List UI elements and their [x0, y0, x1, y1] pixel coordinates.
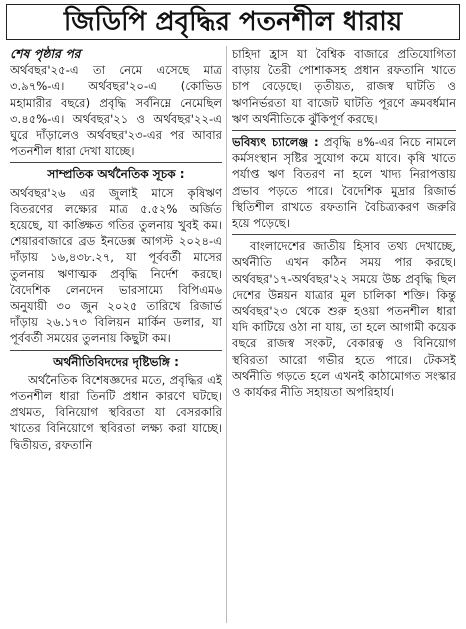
- right-column: [232, 46, 456, 625]
- subhead-recent-indicators: সাম্প্রতিক অর্থনৈতিক সূচক :: [47, 167, 185, 182]
- left-paragraph-1: অর্থবছর'২৫-এ তা নেমে এসেছে মাত্র ৩.৯৭%-এ। অর্থবছর'২০-এ (কোভিড মহামারীর বছরে) প্রবৃদ্ধি সর্বনিম্নে নেমেছিল ৩.৪৫%-এ। অর্থবছর'২১ ও অর্থবছর'২২-এ ঘুরে দাঁড়ালেও অর্থবছর'২৩-এর পর আবার পতনশীল ধারা দেখা যাচ্ছে।: [10, 63, 222, 159]
- section-rule: [232, 234, 456, 235]
- column-divider: [226, 46, 227, 623]
- continued-from-label: শেষ পৃষ্ঠার পর: [10, 46, 81, 61]
- headline: জিডিপি প্রবৃদ্ধির পতনশীল ধারায়: [6, 4, 460, 40]
- right-paragraph-2-text: প্রবৃদ্ধি ৪%-এর নিচে নামলে কর্মসংস্থান সৃষ্টির সুযোগ কমে যাবে। কৃষি খাতে পর্যাপ্ত ঋণ বিতরণ না হলে খাদ্য নিরাপত্তায় প্রভাব পড়তে পারে। বৈদেশিক মুদ্রার রিজার্ভ স্থিতিশীল রাখতে রফতানি বৈচিত্র্যকরণ জরুরি হয়ে পড়েছে।: [232, 135, 456, 231]
- subhead-future-challenge: ভবিষ্যৎ চ্যালেঞ্জ :: [232, 135, 319, 150]
- right-paragraph-1: চাহিদা হ্রাস যা বৈশ্বিক বাজারে প্রতিযোগিতা বাড়ায় তৈরী পোশাকসহ প্রধান রফতানি খাতে চাপ বেড়েছে। তৃতীয়ত, রাজস্ব ঘাটতি ও ঋণনির্ভরতা যা বাজেট ঘাটতি পূরণে ক্রমবর্ধমান ঋণ অর্থনীতিকে ঝুঁকিপূর্ণ করছে।: [232, 47, 456, 126]
- right-paragraph-2: [232, 134, 456, 231]
- right-paragraph-3: বাংলাদেশের জাতীয় হিসাব তথ্য দেখাচ্ছে, অর্থনীতি এখন কঠিন সময় পার করছে। অর্থবছর'১৭-অর্থবছর'২২ সময়ে উচ্চ প্রবৃদ্ধি ছিল দেশের উন্নয়ন যাত্রার মূল চালিকা শক্তি। কিন্তু অর্থবছর'২৩ থেকে শুরু হওয়া পতনশীল ধারা যদি কাটিয়ে ওঠা না যায়, তা হলে আগামী কয়েক বছরে রাজস্ব সংকট, বেকারত্ব ও বিনিয়োগ স্থবিরতা আরো গভীর হতে পারে। টেকসই অর্থনীতি গড়তে হলে এখনই কাঠামোগত সংস্কার ও কার্যকর নীতি সহায়তা অপরিহার্য।: [232, 239, 456, 400]
- left-paragraph-3: অর্থনৈতিক বিশেষজ্ঞদের মতে, প্রবৃদ্ধির এই পতনশীল ধারা তিনটি প্রধান কারণে ঘটছে। প্রথমত, বিনিয়োগ স্থবিরতা যা বেসরকারি খাতের বিনিয়োগে স্থবিরতা লক্ষ্য করা যাচ্ছে। দ্বিতীয়ত, রফতানি: [10, 372, 222, 452]
- subhead-economists-view: অর্থনীতিবিদদের দৃষ্টিভঙ্গি :: [53, 354, 179, 369]
- section-rule: [10, 162, 222, 163]
- left-column: [10, 46, 222, 625]
- section-rule: [232, 130, 456, 131]
- section-rule: [10, 350, 222, 351]
- left-paragraph-2: অর্থবছর'২৬ এর জুলাই মাসে কৃষিঋণ বিতরণের লক্ষ্যের মাত্র ৫.৫২% অর্জিত হয়েছে, যা কাঙ্ক্ষিত গতির তুলনায় খুবই কম। শেয়ারবাজারে ব্রড ইনডেক্স আগস্ট ২০২৪-এ দাঁড়ায় ১৬,৪৩৮.২৭, যা পূর্ববর্তী মাসের তুলনায় ঋণাত্মক প্রবৃদ্ধি নির্দেশ করছে। বৈদেশিক লেনদেন ভারসাম্যে বিপিএম৬ অনুযায়ী ৩০ জুন ২০২৫ তারিখে রিজার্ভ দাঁড়ায় ২৬.১৭৩ বিলিয়ন মার্কিন ডলার, যা পূর্ববর্তী সময়ের তুলনায় কিছুটা কম।: [10, 185, 222, 346]
